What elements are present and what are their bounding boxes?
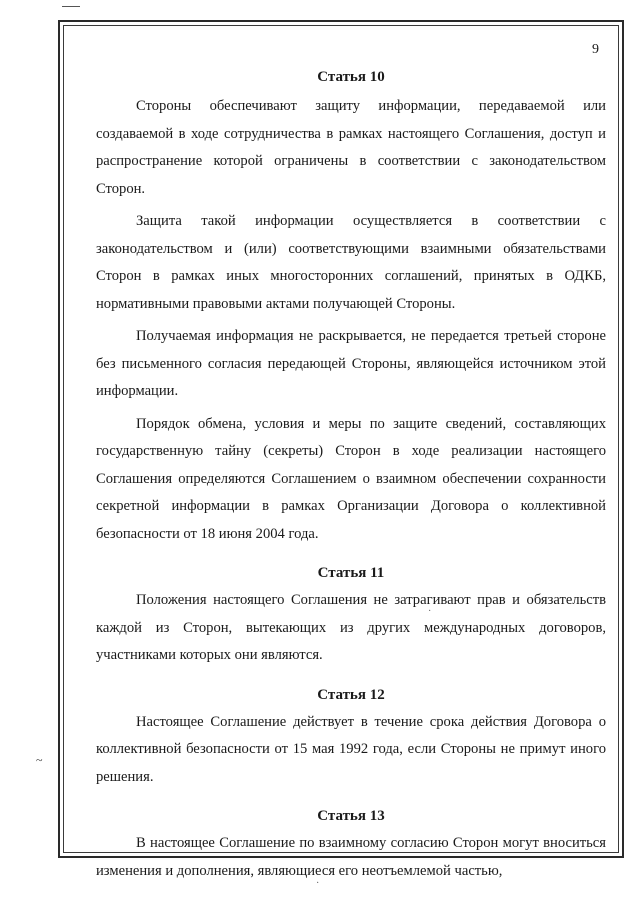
article-heading: Статья 13 xyxy=(317,808,385,824)
scan-speck: · xyxy=(316,878,320,889)
paragraph: Порядок обмена, условия и меры по защите сведений, составляющих государственную тайну (секреты) Сторон в ходе реализации настоящего Соглашения определяются Соглашением о взаимном обеспечении сохранности секретной информации в рамках Организации Договора о коллективной безопасности от 18 июня 2004 года. xyxy=(96,415,606,542)
paragraph: Защита такой информации осуществляется в соответствии с законодательством и (или) соответствующими взаимными обязательствами Сторон в рамках иных многосторонних соглашений, принятых в ОДКБ, нормативными правовыми актами получающей Стороны. xyxy=(96,213,606,312)
article-11 xyxy=(96,559,606,670)
paragraph: Положения настоящего Соглашения не затрагивают прав и обязательств каждой из Сторон, вытекающих из других международных договоров, участниками которых они являются. xyxy=(96,592,606,663)
scan-speck: · xyxy=(428,606,432,617)
scan-mark xyxy=(62,6,80,7)
article-heading: Статья 10 xyxy=(317,69,385,85)
article-12 xyxy=(96,681,606,792)
paragraph: В настоящее Соглашение по взаимному согласию Сторон могут вноситься изменения и дополнения, являющиеся его неотъемлемой частью, xyxy=(96,835,606,879)
scan-mark-dash: ~ xyxy=(36,753,43,767)
page-number: 9 xyxy=(592,42,599,57)
document-body xyxy=(96,63,606,885)
paragraph: Получаемая информация не раскрывается, не передается третьей стороне без письменного согласия передающей Стороны, являющейся источником этой информации. xyxy=(96,328,606,399)
article-10 xyxy=(96,63,606,548)
article-heading: Статья 12 xyxy=(317,686,385,703)
article-heading: Статья 11 xyxy=(317,565,385,581)
article-13 xyxy=(96,802,606,885)
paragraph: Стороны обеспечивают защиту информации, передаваемой или создаваемой в ходе сотрудничества в рамках настоящего Соглашения, доступ и распространение которой ограничены в соответствии с законодательством Сторон. xyxy=(96,98,606,197)
paragraph: Настоящее Соглашение действует в течение срока действия Договора о коллективной безопасности от 15 мая 1992 года, если Стороны не примут иного решения. xyxy=(96,713,606,785)
